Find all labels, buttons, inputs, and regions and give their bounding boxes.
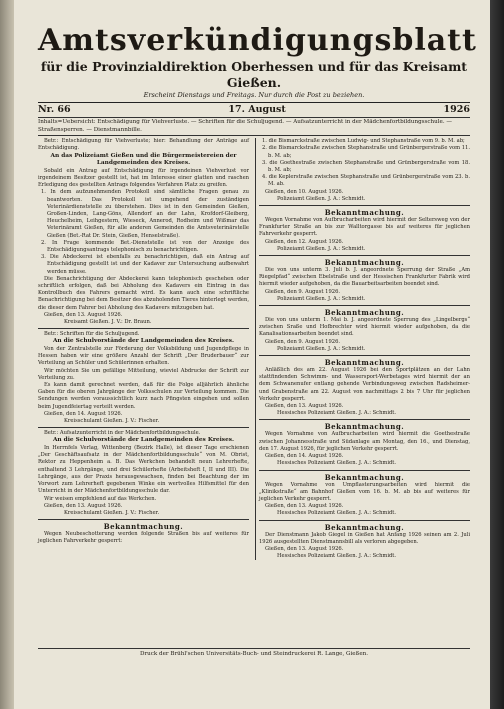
article-2-place-date: Gießen, den 14. August 1926. (44, 410, 123, 417)
article-3-paragraph-2: Wir weisen empfehlend auf das Werkchen. (44, 495, 157, 502)
notice-2-title: Bekanntmachung. (324, 258, 405, 268)
article-separator (259, 470, 470, 471)
closure-item-1: 1. die Bismarckstraße zwischen Ludwig- und Stephanstraße vom 9. b. M. ab; (262, 138, 465, 145)
closure-item-3: 3. die Goethestraße zwischen Stephanstraße und Grünbergerstraße vom 18. b. M. ab; (262, 159, 470, 173)
notice-4-title: Bekanntmachung. (324, 358, 405, 368)
right-column (259, 138, 470, 560)
notice-5-signature: Hessisches Polizeiamt Gießen. J. A.: Schmidt. (277, 460, 397, 467)
issue-year: 1926 (443, 104, 470, 115)
scan-dark-edge (490, 0, 504, 709)
notice-4-place-date: Gießen, den 13. August 1926. (265, 403, 344, 410)
article-separator (259, 355, 470, 356)
contents-rule (38, 135, 470, 136)
article-separator (259, 205, 470, 206)
notice-1-place-date: Gießen, den 12. August 1926. (265, 238, 344, 245)
article-separator (259, 419, 470, 420)
article-2-signature: Kreisschulamt Gießen. J. V.: Fischer. (64, 418, 160, 425)
article-3-addressee: An die Schulvorstände der Landgemeinden des Kreises. (52, 437, 235, 444)
notice-1-signature: Polizeiamt Gießen. J. A.: Schmidt. (277, 245, 366, 252)
article-separator (259, 255, 470, 256)
document-page (14, 0, 490, 709)
article-3-signature: Kreisschulamt Gießen. J. V.: Fischer. (64, 509, 160, 516)
notice-6-signature: Hessisches Polizeiamt Gießen. J. A.: Schmidt. (277, 510, 397, 517)
article-2-paragraph-2: Wir möchten Sie um gefällige Mitteilung, wieviel Abdrucke der Schrift zur Verteilung zu. (38, 367, 249, 381)
article-2-paragraph-3: Es kann damit gerechnet werden, daß für die Folge alljährlich ähnliche Gaben für die oberen Jahrgänge der Volksschulen zur Verteilung kommen. Die Sendungen werden voraussichtlich kurz nach Pfingsten eingehen und sollen beim Jugendfeiertag verteilt werden. (38, 382, 249, 410)
left-column (38, 138, 252, 560)
article-2-paragraph-1: Von der Zentralstelle zur Förderung der Volksbildung und Jugendpflege in Hessen haben wir eine größere Anzahl der Schrift „Der Bruderbauer“ zur Verteilung an Schüler und Schülerinnen erhalten. (38, 346, 249, 367)
notice-4-signature: Hessisches Polizeiamt Gießen. J. A.: Schmidt. (277, 410, 397, 417)
article-separator (259, 520, 470, 521)
notice-paragraph: Wegen Neubeschotterung werden folgende Straßen bis auf weiteres für jeglichen Fahrverkehr gesperrt: (38, 531, 249, 545)
article-1-signature: Kreisamt Gießen. J. V.: Dr. Braun. (64, 319, 152, 326)
article-1-paragraph-2: Die Benachrichtigung der Abdeckerei kann telephonisch geschehen oder schriftlich erfolgen, daß bei Abholung des Kadavers ein Eintrag in das Kontrollbuch des Fahrers gemacht wird. Es kann auch eine schriftliche Benachrichtigung bei dem Besitzer des abzuholenden Tieres hinterlegt werden, die dieser dem Fahrer bei Abholung des Kadavers mitzugeben hat. (38, 275, 249, 311)
article-3-place-date: Gießen, den 13. August 1926. (44, 502, 123, 509)
article-1-item-1: 1. In dem aufzunehmenden Protokoll sind sämtliche Fragen genau zu beantworten. Das Protokoll ist umgehend der zuständigen Veterinärdienststelle zu überstehen. Dies ist in den Gemeinden Gießen, Großen-Linden, Lang-Göns, Allendorf an der Lahn, Krofdorf-Gleiberg, Heuchelheim, Leihgestern, Wieseck, Annerod, Rodheim und Wißmar das Veterinäramt Gießen, für alle anderen Gemeinden die Amtsveterinärstelle Gießen (Bet.-Rat Dr. Stein, Gießen, Henselstraße). (41, 189, 249, 239)
publication-frequency: Erscheint Dienstags und Freitags. Nur durch die Post zu beziehen. (143, 91, 365, 99)
article-1-subject: Betr.: Entschädigung für Viehverluste; hier: Behandlung der Anträge auf Entschädigung. (38, 138, 249, 152)
issue-bar (38, 103, 470, 117)
notice-5-place-date: Gießen, den 14. August 1926. (265, 453, 344, 460)
notice-5-title: Bekanntmachung. (324, 422, 405, 432)
notice-2-signature: Polizeiamt Gießen. J. A.: Schmidt. (277, 295, 366, 302)
article-1-item-2: 2. In Frage kommende Bet.-Dienststelle ist von der Anzeige des Entschädigungsantrags telephonisch zu benachrichtigen. (41, 239, 249, 254)
closure-item-4: 4. die Keplerstraße zwischen Stephanstraße und Grünbergerstraße vom 23. b. M. ab. (262, 174, 470, 188)
notice-1-text: Wegen Vornahme von Aufbrucharbeiten wird hiermit der Seltersweg von der Frankfurter Straße an bis zur Walltorgasse bis auf weiteres für jeglichen Fahrverkehr gesperrt. (259, 217, 470, 238)
article-1-item-3: 3. Die Abdeckerei ist ebenfalls zu benachrichtigen, daß ein Antrag auf Entschädigung gestellt ist und der Kadaver zur Untersuchung aufbewahrt werden müsse. (41, 254, 249, 275)
issue-date: 17. August (228, 104, 286, 115)
notice-6-place-date: Gießen, den 13. August 1926. (265, 503, 344, 510)
column-divider (255, 138, 256, 560)
article-1-place-date: Gießen, den 13. August 1926. (44, 311, 123, 318)
notice-2-text: Die von uns unterm 3. Juli b. J. angeordnete Sperrung der Straße „Am Riegelpfad“ zwischen Ebelstraße und der Hessischen Frankfurter Fabrik wird hiermit wieder aufgehoben, da die Bauarbeitsarbeiten beendet sind. (259, 267, 470, 288)
issue-number: Nr. 66 (38, 104, 71, 115)
notice-3-place-date: Gießen, den 9. August 1926. (265, 338, 341, 345)
closure-place-date: Gießen, den 10. August 1926. (265, 188, 344, 195)
notice-7-signature: Hessisches Polizeiamt Gießen. J. A.: Schmidt. (277, 553, 397, 560)
notice-5-text: Wegen Vornahme von Aufbrucharbeiten wird hiermit die Goethestraße zwischen Johannesstraße und Südanlage am Montag, den 16., und Dienstag, den 17. August 1926, für jeglichen Verkehr gesperrt. (259, 431, 470, 452)
notice-4-text: Anläßlich des am 22. August 1926 bei den Sportplätzen an der Lahn stattfindenden Schwimm- und Wassersport-Werbetages wird hiermit der an dem Schwanenufer entlang gehende Verbindungsweg zwischen Radsheimer- und Grabenstraße am 22. August von nachmittags 2 bis 7 Uhr für jeglichen Verkehr gesperrt. (259, 367, 470, 402)
notice-3-text: Die von uns unterm 1. Mai b. J. angeordnete Sperrung des „Lingelbergs“ zwischen Sraße und Hofbrechter wird hiermit wieder aufgehoben, da die Kanalisationsarbeiten beendet sind. (259, 317, 470, 338)
article-3-paragraph-1: In Herrnfels Verlag, Wittenberg (Bezirk Halle), ist dieser Tage erschienen „Der Geschäftsaufsatz in der Mädchenfortbildungsschule“ von M. Obrist, Rektor zu Heppenheim a. B. Das Werkchen behandelt neun Lehrerhefte, enthaltend 3 Lehrgänge, und drei Schülerhefte (Arbeitsheft I, II und III). Die Lehrgänge, aus der Praxis herausgewachsen, finden bei Beachtung der im Vorwort zum Lehrerheft gegebenen Winke ein wertvolles Hilfsmittel für den Unterricht in der Mädchenfortbildungsschule dar. (38, 445, 249, 495)
notice-title: Bekanntmachung. (103, 522, 184, 532)
article-separator (38, 519, 249, 520)
notice-7-title: Bekanntmachung. (324, 522, 405, 532)
article-separator (38, 328, 249, 329)
printer-imprint: Druck der Brühl'schen Universitäts-Buch- und Steindruckerei R. Lange, Gießen. (38, 648, 470, 658)
notice-2-place-date: Gießen, den 9. August 1926. (265, 288, 341, 295)
page-content (38, 23, 477, 560)
notice-6-text: Wegen Vornahme von Umpflasterungsarbeiten wird hiermit die „Klinikstraße“ am Bahnhof Gießen vom 16. b. M. ab bis auf weiteres für jeglichen Verkehr gesperrt. (259, 481, 470, 502)
closure-item-2: 2. die Bismarckstraße zwischen Stephanstraße und Grünbergerstraße vom 11. b. M. ab; (262, 145, 470, 159)
masthead-title: Amtsverkündigungsblatt (38, 23, 477, 58)
article-1-addressee: An das Polizeiamt Gießen und die Bürgermeistereien der Landgemeinden des Kreises. (50, 152, 237, 167)
table-of-contents: Inhalts=Uebersicht: Entschädigung für Viehverluste. — Schriften für die Schuljugend. — Aufsatzunterricht in der Mädchenfortbildungsschule. — Straßensperren. — Dienstmannbille. (38, 119, 453, 133)
masthead-subtitle: für die Provinzialdirektion Oberhessen und für das Kreisamt Gießen. (40, 59, 468, 90)
article-separator (259, 305, 470, 306)
article-3-subject: Betr.: Aufsatzunterricht in der Mädchenfortbildungsschule. (44, 430, 201, 437)
notice-3-title: Bekanntmachung. (324, 308, 405, 318)
article-separator (38, 427, 249, 428)
notice-7-place-date: Gießen, den 13. August 1926. (265, 545, 344, 552)
two-column-body (38, 138, 470, 560)
notice-1-title: Bekanntmachung. (324, 208, 405, 218)
notice-7-text: Der Dienstmann Jakob Giegel in Gießen hat Anfang 1926 seinen am 2. Juli 1926 ausgestellten Dienstmannsbill als verloren abgegeben. (259, 531, 470, 545)
article-1-paragraph: Sobald ein Antrag auf Entschädigung für irgendeinen Viehverlust vor irgendeinem Besitzer gestellt ist, hat im Interesse einer glatten und raschen Erledigung des gestellten Antrags folgendes Verfahren Platz zu greifen. (38, 167, 249, 189)
article-2-subject: Betr.: Schriften für die Schuljugend. (44, 331, 140, 338)
notice-6-title: Bekanntmachung. (324, 472, 405, 482)
notice-3-signature: Polizeiamt Gießen. J. A.: Schmidt. (277, 345, 366, 352)
closure-signature: Polizeiamt Gießen. J. A.: Schmidt. (277, 195, 366, 202)
article-2-addressee: An die Schulvorstände der Landgemeinden des Kreises. (52, 338, 235, 345)
